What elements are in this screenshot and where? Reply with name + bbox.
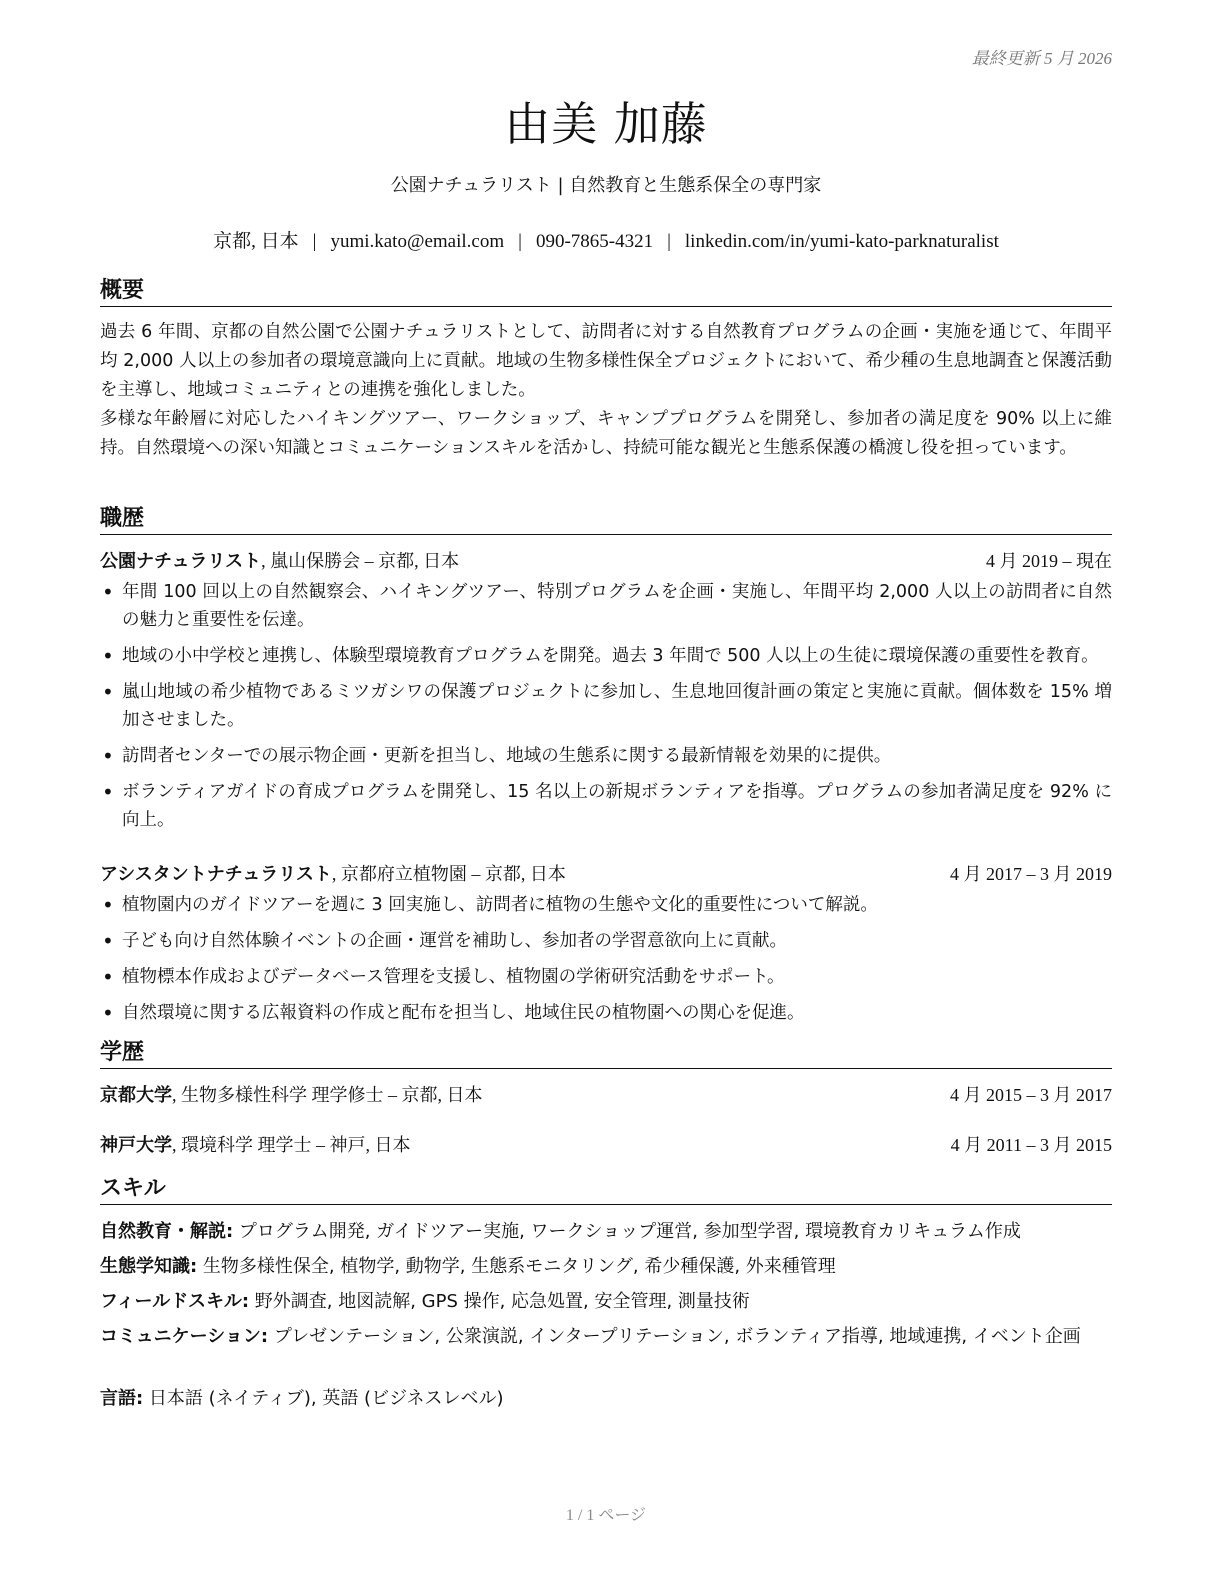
list-item: • 地域の小中学校と連携し、体験型環境教育プログラムを開発。過去 3 年間で 500 人以上の生徒に環境保護の重要性を教育。 (100, 642, 1112, 670)
list-item: • 植物標本作成およびデータベース管理を支援し、植物園の学術研究活動をサポート。 (100, 963, 1112, 991)
job-dates: 4 月 2017 – 3 月 2019 (950, 864, 1112, 884)
list-item: • 嵐山地域の希少植物であるミツガシワの保護プロジェクトに参加し、生息地回復計画の策定と実施に貢献。個体数を 15% 増加させました。 (100, 678, 1112, 734)
list-item: • 子ども向け自然体験イベントの企画・運営を補助し、参加者の学習意欲向上に貢献。 (100, 927, 1112, 955)
skill-label: 生態学知識: (100, 1256, 198, 1277)
summary-paragraph: 多様な年齢層に対応したハイキングツアー、ワークショップ、キャンププログラムを開発し、参加者の満足度を 90% 以上に維持。自然環境への深い知識とコミュニケーションスキルを活かし、持続可能な観光と生態系保護の橋渡し役を担っています。 (100, 409, 1112, 458)
summary-paragraph: 過去 6 年間、京都の自然公園で公園ナチュラリストとして、訪問者に対する自然教育プログラムの企画・実施を通じて、年間平均 2,000 人以上の参加者の環境意識向上に貢献。地域の生物多様性保全プロジェクトにおいて、希少種の生息地調査と保護活動を主導し、地域コミュニティとの連携を強化しました。 (100, 322, 1112, 400)
education-dates: 4 月 2011 – 3 月 2015 (950, 1135, 1112, 1155)
contact-phone: 090-7865-4321 (535, 231, 654, 252)
section-title-education: 学歴 (100, 1040, 1112, 1069)
job-bullets (100, 891, 1112, 1035)
candidate-name: 由美 加藤 (504, 97, 708, 151)
skill-row (100, 1288, 1112, 1315)
contact-separator: | (312, 231, 317, 252)
list-item: • 訪問者センターでの展示物企画・更新を担当し、地域の生態系に関する最新情報を効果的に提供。 (100, 742, 1112, 770)
skill-label: 言語: (100, 1388, 144, 1409)
skill-value: プレゼンテーション, 公衆演説, インタープリテーション, ボランティア指導, 地域連携, イベント企画 (268, 1326, 1081, 1347)
skill-value: 野外調査, 地図読解, GPS 操作, 応急処置, 安全管理, 測量技術 (249, 1291, 750, 1312)
degree-detail: , 環境科学 理学士 – 神戸, 日本 (172, 1135, 411, 1155)
contact-separator: | (518, 231, 522, 252)
contact-email[interactable]: yumi.kato@email.com (330, 231, 505, 252)
skill-label: フィールドスキル: (100, 1291, 250, 1312)
degree-detail: , 生物多様性科学 理学修士 – 京都, 日本 (172, 1085, 483, 1105)
job-role: アシスタントナチュラリスト (100, 864, 332, 885)
list-item: • 年間 100 回以上の自然観察会、ハイキングツアー、特別プログラムを企画・実施し、年間平均 2,000 人以上の訪問者に自然の魅力と重要性を伝達。 (100, 578, 1112, 634)
last-updated: 最終更新 5 月 2026 (971, 49, 1112, 68)
skill-row (100, 1218, 1112, 1245)
list-item: • 自然環境に関する広報資料の作成と配布を担当し、地域住民の植物園への関心を促進。 (100, 999, 1112, 1027)
skill-value: 日本語 (ネイティブ), 英語 (ビジネスレベル) (143, 1388, 504, 1409)
section-title-summary: 概要 (100, 278, 1112, 307)
school-name: 神戸大学 (100, 1135, 172, 1156)
contact-linkedin[interactable]: linkedin.com/in/yumi-kato-parknaturalist (684, 231, 999, 252)
job-dates: 4 月 2019 – 現在 (986, 551, 1112, 571)
job-header (100, 861, 1112, 888)
skill-row (100, 1253, 1112, 1280)
job-bullets (100, 578, 1112, 842)
job-org: , 嵐山保勝会 – 京都, 日本 (261, 551, 460, 571)
list-item: • 植物園内のガイドツアーを週に 3 回実施し、訪問者に植物の生態や文化的重要性について解説。 (100, 891, 1112, 919)
contact-line (100, 226, 1112, 253)
skill-row (100, 1385, 1112, 1412)
headline: 公園ナチュラリスト | 自然教育と生態系保全の専門家 (390, 175, 822, 196)
page-number: 1 / 1 ページ (565, 1507, 647, 1524)
job-header (100, 548, 1112, 575)
skill-value: プログラム開発, ガイドツアー実施, ワークショップ運営, 参加型学習, 環境教育カリキュラム作成 (233, 1221, 1021, 1242)
list-item: • ボランティアガイドの育成プログラムを開発し、15 名以上の新規ボランティアを指導。プログラムの参加者満足度を 92% に向上。 (100, 778, 1112, 834)
skill-label: コミュニケーション: (100, 1326, 269, 1347)
education-entry (100, 1132, 1112, 1159)
school-name: 京都大学 (100, 1085, 172, 1106)
education-dates: 4 月 2015 – 3 月 2017 (950, 1085, 1112, 1105)
skill-value: 生物多様性保全, 植物学, 動物学, 生態系モニタリング, 希少種保護, 外来種管理 (197, 1256, 836, 1277)
section-title-experience: 職歴 (100, 506, 1112, 535)
job-role: 公園ナチュラリスト (100, 551, 262, 572)
skill-row (100, 1323, 1112, 1350)
section-title-skills: スキル (100, 1176, 1112, 1205)
contact-location: 京都, 日本 (213, 231, 299, 252)
job-org: , 京都府立植物園 – 京都, 日本 (331, 864, 566, 884)
education-entry (100, 1082, 1112, 1109)
skill-label: 自然教育・解説: (100, 1221, 234, 1242)
resume-page (100, 0, 1112, 1584)
contact-separator: | (667, 231, 671, 252)
